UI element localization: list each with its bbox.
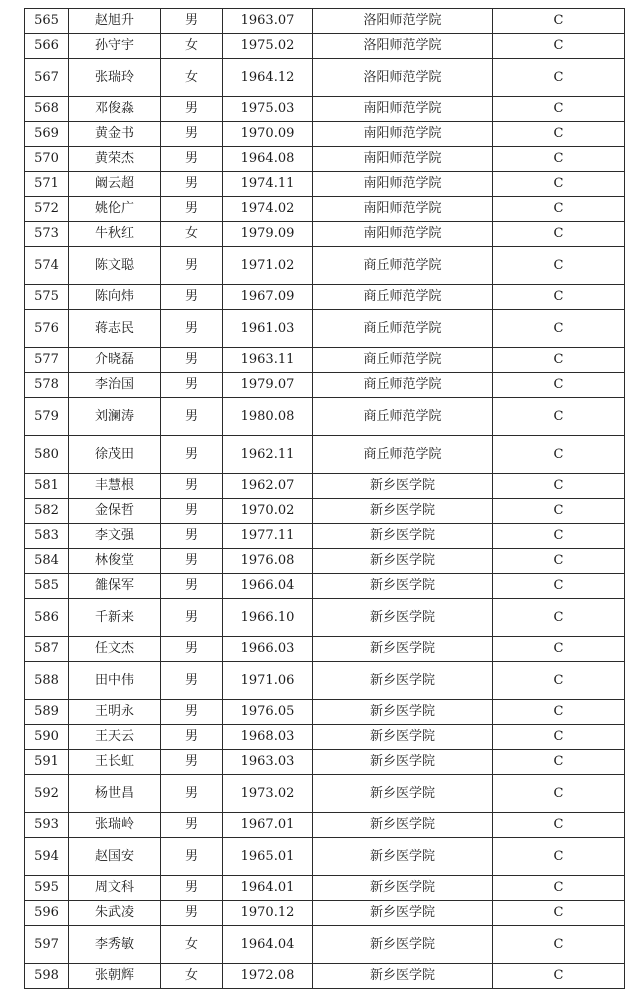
birth-date-cell: 1979.09 xyxy=(223,222,313,247)
institution-cell: 南阳师范学院 xyxy=(313,97,493,122)
grade-cell: C xyxy=(493,964,625,989)
birth-date-cell: 1976.05 xyxy=(223,700,313,725)
institution-cell: 新乡医学院 xyxy=(313,901,493,926)
row-number-cell: 591 xyxy=(25,750,69,775)
grade-cell: C xyxy=(493,549,625,574)
table-row xyxy=(25,147,625,172)
gender-cell: 男 xyxy=(161,637,223,662)
row-number-cell: 580 xyxy=(25,436,69,474)
row-number-cell: 587 xyxy=(25,637,69,662)
gender-cell: 男 xyxy=(161,524,223,549)
birth-date-cell: 1963.11 xyxy=(223,348,313,373)
gender-cell: 男 xyxy=(161,247,223,285)
row-number-cell: 578 xyxy=(25,373,69,398)
person-name-cell: 孙守宇 xyxy=(69,34,161,59)
birth-date-cell: 1968.03 xyxy=(223,725,313,750)
gender-cell: 男 xyxy=(161,499,223,524)
birth-date-cell: 1963.03 xyxy=(223,750,313,775)
gender-cell: 女 xyxy=(161,59,223,97)
institution-cell: 洛阳师范学院 xyxy=(313,9,493,34)
roster-body xyxy=(25,9,625,989)
row-number-cell: 590 xyxy=(25,725,69,750)
grade-cell: C xyxy=(493,637,625,662)
grade-cell: C xyxy=(493,775,625,813)
table-row xyxy=(25,97,625,122)
birth-date-cell: 1970.12 xyxy=(223,901,313,926)
row-number-cell: 577 xyxy=(25,348,69,373)
gender-cell: 男 xyxy=(161,574,223,599)
grade-cell: C xyxy=(493,310,625,348)
birth-date-cell: 1964.04 xyxy=(223,926,313,964)
row-number-cell: 571 xyxy=(25,172,69,197)
institution-cell: 商丘师范学院 xyxy=(313,310,493,348)
table-row xyxy=(25,197,625,222)
birth-date-cell: 1961.03 xyxy=(223,310,313,348)
birth-date-cell: 1962.07 xyxy=(223,474,313,499)
gender-cell: 男 xyxy=(161,901,223,926)
person-name-cell: 徐茂田 xyxy=(69,436,161,474)
table-row xyxy=(25,474,625,499)
row-number-cell: 597 xyxy=(25,926,69,964)
gender-cell: 男 xyxy=(161,398,223,436)
gender-cell: 男 xyxy=(161,599,223,637)
row-number-cell: 583 xyxy=(25,524,69,549)
person-name-cell: 田中伟 xyxy=(69,662,161,700)
row-number-cell: 573 xyxy=(25,222,69,247)
table-row xyxy=(25,373,625,398)
grade-cell: C xyxy=(493,285,625,310)
birth-date-cell: 1975.03 xyxy=(223,97,313,122)
grade-cell: C xyxy=(493,172,625,197)
row-number-cell: 568 xyxy=(25,97,69,122)
row-number-cell: 598 xyxy=(25,964,69,989)
grade-cell: C xyxy=(493,474,625,499)
row-number-cell: 595 xyxy=(25,876,69,901)
row-number-cell: 582 xyxy=(25,499,69,524)
institution-cell: 商丘师范学院 xyxy=(313,373,493,398)
table-row xyxy=(25,499,625,524)
person-name-cell: 朱武凌 xyxy=(69,901,161,926)
institution-cell: 商丘师范学院 xyxy=(313,436,493,474)
institution-cell: 新乡医学院 xyxy=(313,549,493,574)
institution-cell: 商丘师范学院 xyxy=(313,348,493,373)
birth-date-cell: 1974.11 xyxy=(223,172,313,197)
grade-cell: C xyxy=(493,222,625,247)
table-row xyxy=(25,59,625,97)
gender-cell: 女 xyxy=(161,222,223,247)
table-row xyxy=(25,750,625,775)
institution-cell: 南阳师范学院 xyxy=(313,172,493,197)
gender-cell: 男 xyxy=(161,700,223,725)
table-row xyxy=(25,398,625,436)
grade-cell: C xyxy=(493,901,625,926)
row-number-cell: 592 xyxy=(25,775,69,813)
institution-cell: 南阳师范学院 xyxy=(313,147,493,172)
person-name-cell: 阚云超 xyxy=(69,172,161,197)
person-name-cell: 王明永 xyxy=(69,700,161,725)
institution-cell: 新乡医学院 xyxy=(313,574,493,599)
table-row xyxy=(25,813,625,838)
table-row xyxy=(25,222,625,247)
person-name-cell: 丰慧根 xyxy=(69,474,161,499)
gender-cell: 男 xyxy=(161,285,223,310)
gender-cell: 男 xyxy=(161,147,223,172)
grade-cell: C xyxy=(493,147,625,172)
gender-cell: 女 xyxy=(161,34,223,59)
grade-cell: C xyxy=(493,750,625,775)
row-number-cell: 593 xyxy=(25,813,69,838)
grade-cell: C xyxy=(493,9,625,34)
table-row xyxy=(25,725,625,750)
roster-table xyxy=(24,8,625,989)
row-number-cell: 584 xyxy=(25,549,69,574)
institution-cell: 新乡医学院 xyxy=(313,499,493,524)
institution-cell: 新乡医学院 xyxy=(313,926,493,964)
birth-date-cell: 1970.02 xyxy=(223,499,313,524)
grade-cell: C xyxy=(493,398,625,436)
gender-cell: 男 xyxy=(161,122,223,147)
grade-cell: C xyxy=(493,926,625,964)
person-name-cell: 千新来 xyxy=(69,599,161,637)
institution-cell: 新乡医学院 xyxy=(313,750,493,775)
table-row xyxy=(25,838,625,876)
gender-cell: 男 xyxy=(161,549,223,574)
row-number-cell: 569 xyxy=(25,122,69,147)
table-row xyxy=(25,876,625,901)
gender-cell: 男 xyxy=(161,197,223,222)
gender-cell: 男 xyxy=(161,876,223,901)
person-name-cell: 赵旭升 xyxy=(69,9,161,34)
birth-date-cell: 1973.02 xyxy=(223,775,313,813)
table-row xyxy=(25,524,625,549)
table-row xyxy=(25,549,625,574)
row-number-cell: 570 xyxy=(25,147,69,172)
person-name-cell: 黄金书 xyxy=(69,122,161,147)
table-row xyxy=(25,310,625,348)
gender-cell: 女 xyxy=(161,926,223,964)
gender-cell: 男 xyxy=(161,172,223,197)
table-row xyxy=(25,122,625,147)
institution-cell: 南阳师范学院 xyxy=(313,197,493,222)
row-number-cell: 574 xyxy=(25,247,69,285)
table-row xyxy=(25,247,625,285)
grade-cell: C xyxy=(493,122,625,147)
person-name-cell: 林俊堂 xyxy=(69,549,161,574)
gender-cell: 男 xyxy=(161,662,223,700)
institution-cell: 新乡医学院 xyxy=(313,700,493,725)
row-number-cell: 579 xyxy=(25,398,69,436)
grade-cell: C xyxy=(493,436,625,474)
grade-cell: C xyxy=(493,662,625,700)
person-name-cell: 雒保军 xyxy=(69,574,161,599)
table-row xyxy=(25,662,625,700)
birth-date-cell: 1976.08 xyxy=(223,549,313,574)
row-number-cell: 572 xyxy=(25,197,69,222)
row-number-cell: 588 xyxy=(25,662,69,700)
institution-cell: 新乡医学院 xyxy=(313,876,493,901)
institution-cell: 新乡医学院 xyxy=(313,725,493,750)
person-name-cell: 张朝辉 xyxy=(69,964,161,989)
table-row xyxy=(25,926,625,964)
birth-date-cell: 1963.07 xyxy=(223,9,313,34)
birth-date-cell: 1965.01 xyxy=(223,838,313,876)
table-row xyxy=(25,285,625,310)
institution-cell: 新乡医学院 xyxy=(313,474,493,499)
table-row xyxy=(25,9,625,34)
row-number-cell: 596 xyxy=(25,901,69,926)
table-row xyxy=(25,901,625,926)
birth-date-cell: 1975.02 xyxy=(223,34,313,59)
birth-date-cell: 1966.04 xyxy=(223,574,313,599)
grade-cell: C xyxy=(493,700,625,725)
gender-cell: 男 xyxy=(161,97,223,122)
row-number-cell: 576 xyxy=(25,310,69,348)
birth-date-cell: 1972.08 xyxy=(223,964,313,989)
grade-cell: C xyxy=(493,97,625,122)
grade-cell: C xyxy=(493,813,625,838)
person-name-cell: 邓俊淼 xyxy=(69,97,161,122)
birth-date-cell: 1967.01 xyxy=(223,813,313,838)
person-name-cell: 李治国 xyxy=(69,373,161,398)
row-number-cell: 567 xyxy=(25,59,69,97)
grade-cell: C xyxy=(493,876,625,901)
gender-cell: 男 xyxy=(161,474,223,499)
person-name-cell: 周文科 xyxy=(69,876,161,901)
birth-date-cell: 1966.10 xyxy=(223,599,313,637)
table-row xyxy=(25,637,625,662)
gender-cell: 男 xyxy=(161,348,223,373)
grade-cell: C xyxy=(493,838,625,876)
row-number-cell: 589 xyxy=(25,700,69,725)
row-number-cell: 586 xyxy=(25,599,69,637)
gender-cell: 男 xyxy=(161,750,223,775)
person-name-cell: 陈文聪 xyxy=(69,247,161,285)
grade-cell: C xyxy=(493,348,625,373)
birth-date-cell: 1964.01 xyxy=(223,876,313,901)
row-number-cell: 566 xyxy=(25,34,69,59)
row-number-cell: 565 xyxy=(25,9,69,34)
gender-cell: 男 xyxy=(161,838,223,876)
birth-date-cell: 1971.06 xyxy=(223,662,313,700)
person-name-cell: 姚伦广 xyxy=(69,197,161,222)
institution-cell: 新乡医学院 xyxy=(313,524,493,549)
person-name-cell: 赵国安 xyxy=(69,838,161,876)
table-row xyxy=(25,599,625,637)
person-name-cell: 金保哲 xyxy=(69,499,161,524)
gender-cell: 男 xyxy=(161,725,223,750)
grade-cell: C xyxy=(493,524,625,549)
person-name-cell: 任文杰 xyxy=(69,637,161,662)
row-number-cell: 585 xyxy=(25,574,69,599)
grade-cell: C xyxy=(493,599,625,637)
birth-date-cell: 1970.09 xyxy=(223,122,313,147)
birth-date-cell: 1974.02 xyxy=(223,197,313,222)
table-row xyxy=(25,775,625,813)
row-number-cell: 575 xyxy=(25,285,69,310)
person-name-cell: 介晓磊 xyxy=(69,348,161,373)
person-name-cell: 蒋志民 xyxy=(69,310,161,348)
institution-cell: 洛阳师范学院 xyxy=(313,34,493,59)
birth-date-cell: 1971.02 xyxy=(223,247,313,285)
grade-cell: C xyxy=(493,34,625,59)
table-row xyxy=(25,964,625,989)
grade-cell: C xyxy=(493,574,625,599)
grade-cell: C xyxy=(493,725,625,750)
institution-cell: 洛阳师范学院 xyxy=(313,59,493,97)
person-name-cell: 李秀敏 xyxy=(69,926,161,964)
grade-cell: C xyxy=(493,247,625,285)
person-name-cell: 王长虹 xyxy=(69,750,161,775)
institution-cell: 新乡医学院 xyxy=(313,813,493,838)
gender-cell: 男 xyxy=(161,775,223,813)
grade-cell: C xyxy=(493,499,625,524)
institution-cell: 新乡医学院 xyxy=(313,599,493,637)
gender-cell: 男 xyxy=(161,9,223,34)
grade-cell: C xyxy=(493,197,625,222)
person-name-cell: 牛秋红 xyxy=(69,222,161,247)
person-name-cell: 杨世昌 xyxy=(69,775,161,813)
table-row xyxy=(25,574,625,599)
gender-cell: 男 xyxy=(161,373,223,398)
birth-date-cell: 1979.07 xyxy=(223,373,313,398)
institution-cell: 新乡医学院 xyxy=(313,838,493,876)
institution-cell: 新乡医学院 xyxy=(313,662,493,700)
birth-date-cell: 1964.08 xyxy=(223,147,313,172)
institution-cell: 南阳师范学院 xyxy=(313,122,493,147)
person-name-cell: 张瑞玲 xyxy=(69,59,161,97)
gender-cell: 男 xyxy=(161,436,223,474)
institution-cell: 南阳师范学院 xyxy=(313,222,493,247)
table-row xyxy=(25,436,625,474)
person-name-cell: 王天云 xyxy=(69,725,161,750)
gender-cell: 男 xyxy=(161,813,223,838)
grade-cell: C xyxy=(493,373,625,398)
gender-cell: 男 xyxy=(161,310,223,348)
person-name-cell: 黄荣杰 xyxy=(69,147,161,172)
grade-cell: C xyxy=(493,59,625,97)
person-name-cell: 刘澜涛 xyxy=(69,398,161,436)
row-number-cell: 581 xyxy=(25,474,69,499)
birth-date-cell: 1964.12 xyxy=(223,59,313,97)
institution-cell: 商丘师范学院 xyxy=(313,285,493,310)
table-row xyxy=(25,172,625,197)
person-name-cell: 李文强 xyxy=(69,524,161,549)
table-row xyxy=(25,348,625,373)
birth-date-cell: 1966.03 xyxy=(223,637,313,662)
institution-cell: 商丘师范学院 xyxy=(313,398,493,436)
institution-cell: 新乡医学院 xyxy=(313,637,493,662)
gender-cell: 女 xyxy=(161,964,223,989)
row-number-cell: 594 xyxy=(25,838,69,876)
institution-cell: 新乡医学院 xyxy=(313,775,493,813)
institution-cell: 商丘师范学院 xyxy=(313,247,493,285)
birth-date-cell: 1977.11 xyxy=(223,524,313,549)
birth-date-cell: 1967.09 xyxy=(223,285,313,310)
person-name-cell: 张瑞岭 xyxy=(69,813,161,838)
birth-date-cell: 1962.11 xyxy=(223,436,313,474)
table-row xyxy=(25,700,625,725)
birth-date-cell: 1980.08 xyxy=(223,398,313,436)
institution-cell: 新乡医学院 xyxy=(313,964,493,989)
table-row xyxy=(25,34,625,59)
person-name-cell: 陈向炜 xyxy=(69,285,161,310)
